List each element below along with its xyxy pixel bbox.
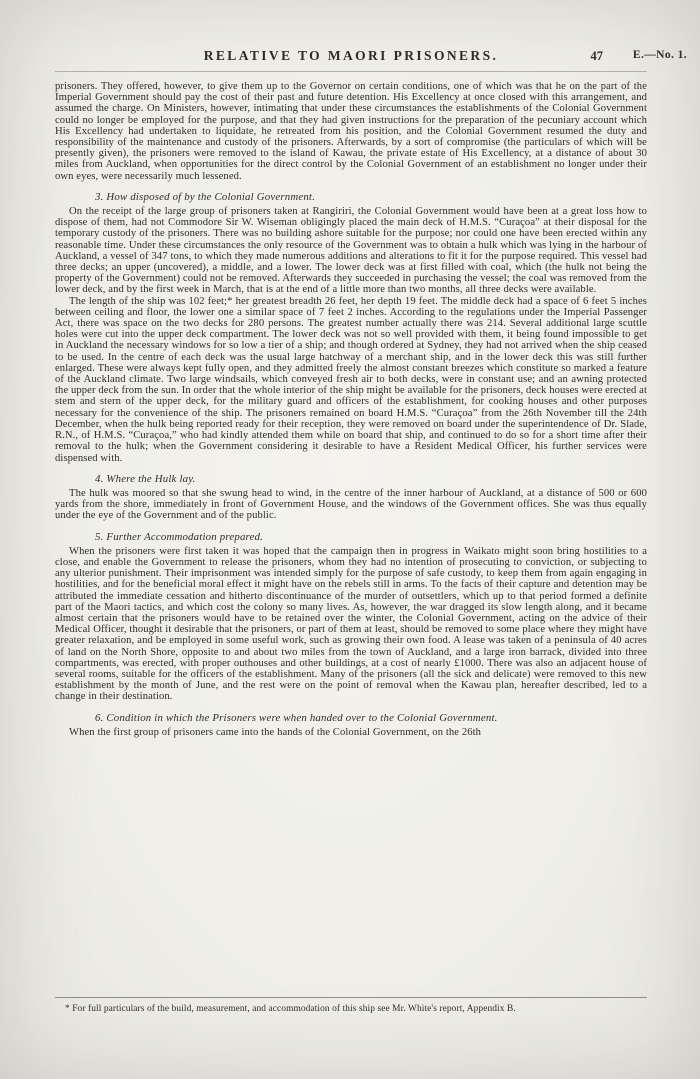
document-body — [55, 81, 647, 738]
page-number: 47 — [590, 49, 603, 63]
text-block — [55, 46, 647, 738]
section-heading-6: 6. Condition in which the Prisoners were when handed over to the Colonial Government. — [95, 711, 498, 724]
page-header — [55, 46, 647, 68]
paragraph: The hulk was moored so that she swung head to wind, in the centre of the inner harbour of Auckland, at a distance of 500 or 600 yards from the shore, immediately in front of Government House, and the windows of the Government offices. She was thus equally under the eye of the Government and of the public. — [55, 487, 647, 522]
footnote: * For full particulars of the build, measurement, and accommodation of this ship see Mr. White's report, Appendix B. — [65, 1004, 516, 1014]
section-heading-4: 4. Where the Hulk lay. — [95, 472, 196, 485]
paragraph: When the first group of prisoners came into the hands of the Colonial Government, on the 26th — [69, 726, 482, 738]
paragraph: The length of the ship was 102 feet;* her greatest breadth 26 feet, her depth 19 feet. The middle deck had a space of 6 feet 5 inches between ceiling and floor, the lower one a similar space of 7 feet 2 inches. According to the regulations under the Imperial Passenger Act, there was space on the two decks for 280 persons. The greatest number actually there was 214. Several additional large scuttle holes were cut into the upper deck compartment. The lower deck was not so well provided with them, it being found impossible to get in Auckland the necessary windows for so low a tier of a ship; and though ordered at Sydney, they had not arrived when the ship ceased to be used. In the centre of each deck was the usual large hatchway of a merchant ship, and in the lower deck this was still further enlarged. These were always kept fully open, and they admitted freely the almost constant breezes which constitute so marked a feature of the Auckland climate. Two large windsails, which conveyed fresh air to both decks, were in constant use; and an awning protected the upper deck from the sun. In order that the whole interior of the ship might be available for the prisoners, deck houses were erected at stem and stern of the upper deck, for the military guard and officers of the establishment, for cooking houses and other purposes necessary for the convenience of the ship. The prisoners remained on board H.M.S. “Curaçoa” from the 26th November till the 24th December, when the hulk being reported ready for their reception, they were removed on board under the superintendence of Dr. Slade, R.N., of H.M.S. “Curaçoa,” who had kindly attended them while on board that ship, and continued to do so for a short time after their removal to the hulk; when the Government considering it desirable to have a Resident Medical Officer, his further services were dispensed with. — [55, 295, 647, 464]
header-divider — [55, 71, 647, 72]
footnote-divider — [55, 997, 647, 998]
section-heading-5: 5. Further Accommodation prepared. — [95, 530, 264, 543]
paragraph: When the prisoners were first taken it was hoped that the campaign then in progress in Waikato might soon bring hostilities to a close, and enable the Government to release the prisoners, whom they had no intention of prosecuting to conviction, or subjecting to any ulterior punishment. Their imprisonment was intended simply for the purpose of safe custody, to keep them from again engaging in hostilities, and for the beneficial moral effect it might have on the rebels still in arms. To the facts of their capture and detention may be attributed the immediate cessation and hitherto discontinuance of the murder of outsettlers, which up to that period formed a definite part of the Maori tactics, and which cost the colony so many lives. As, however, the war dragged its slow length along, and it became almost certain that the prisoners would have to be retained over the winter, the Colonial Government, acting on the advice of their Medical Officer, thought it desirable that the prisoners, or part of them at least, should be removed to some place where they might have greater relaxation, and be employed in some useful work, such as growing their own food. A lease was taken of a peninsula of 40 acres of land on the North Shore, opposite to and about two miles from the town of Auckland, and a large iron barrack, divided into three compartments, was erected, with proper outhouses and other buildings, at a cost of nearly £1000. There was also an adjacent house of several rooms, suitable for the officers of the establishment. Many of the prisoners (all the sick and delicate) were removed to this new establishment by the month of June, and the rest were on the point of removal when the Kawau plan, hereafter described, led to a change in their destination. — [55, 545, 647, 703]
section-heading-3: 3. How disposed of by the Colonial Government. — [95, 190, 316, 203]
document-reference: E.—No. 1. — [632, 49, 687, 61]
paragraph: On the receipt of the large group of prisoners taken at Rangiriri, the Colonial Government would have been at a great loss how to dispose of them, had not Commodore Sir W. Wiseman obligingly placed the main deck of H.M.S. “Curaçoa” at their disposal for the temporary custody of the prisoners. There was no building ashore suitable for the purpose; nor could one have been erected within any reasonable time. Under these circumstances the only resource of the Government was to obtain a hulk which was lying in the harbour of Auckland, a vessel of 347 tons, to which they made numerous additions and alterations to fit it for the purpose required. This vessel had three decks; an upper (uncovered), a middle, and a lower. The lower deck was at first filled with coal, which (the hulk not being the property of the Government) could not be removed. Afterwards they succeeded in purchasing the vessel; the coal was removed from the lower deck, and by the first week in March, that is at the end of a little more than two months, all three decks were available. — [55, 206, 647, 296]
page-title: RELATIVE TO MAORI PRISONERS. — [203, 48, 499, 63]
footnote-area — [55, 997, 647, 1015]
paragraph-continuation: prisoners. They offered, however, to give them up to the Governor on certain conditions, one of which was that he on the part of the Imperial Government should pay the cost of their past and future detention. His Excellency at once closed with this arrangement, and assumed the charge. On Ministers, however, intimating that under these circumstances the establishments of the Colonial Government could no longer be employed for the purpose, and that they had given instructions for the preparation of the pecuniary account which His Excellency had undertaken to liquidate, he retreated from his position, and the Colonial Government resumed the duty and responsibility of the maintenance and custody of the prisoners. Afterwards, by a sort of compromise (the particulars of which will be presently given), the prisoners were removed to the island of Kawau, the private estate of His Excellency, at a distance of about 30 miles from Auckland, when opportunities for the direct control by the Colonial Government of an establishment no longer under their own eyes, were necessarily much lessened. — [55, 81, 647, 182]
